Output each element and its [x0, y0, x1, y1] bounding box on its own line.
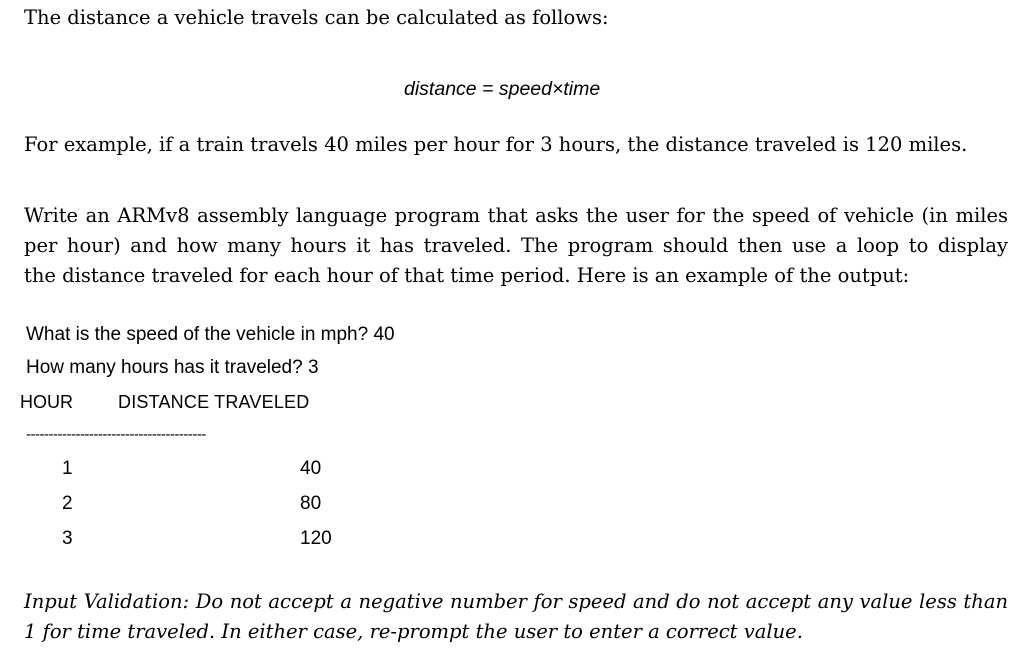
hour-value: 3 [62, 528, 73, 549]
hour-value: 2 [62, 493, 73, 514]
intro-text: The distance a vehicle travels can be calculated as follows: [24, 6, 609, 29]
hours-prompt: How many hours has it traveled? 3 [26, 357, 319, 378]
distance-column-header: DISTANCE TRAVELED [118, 392, 310, 412]
hour-value: 1 [62, 458, 73, 479]
speed-prompt: What is the speed of the vehicle in mph? 40 [26, 324, 395, 345]
distance-value: 120 [300, 528, 332, 549]
distance-value: 80 [300, 493, 322, 514]
input-validation-note [24, 587, 1008, 647]
separator-line: ---------------------------------------- [26, 426, 206, 443]
task-paragraph [24, 201, 1008, 291]
distance-value: 40 [300, 458, 322, 479]
task-line: the distance traveled for each hour of that time period. Here is an example of the output: [24, 264, 910, 287]
validation-line: 1 for time traveled. In either case, re-prompt the user to enter a correct value. [24, 620, 803, 643]
hour-column-header: HOUR [20, 392, 73, 412]
task-line: per hour) and how many hours it has traveled. The program should then use a loop to display [24, 234, 1008, 257]
distance-formula: distance = speed×time [404, 78, 601, 100]
example-text: For example, if a train travels 40 miles per hour for 3 hours, the distance traveled is 120 miles. [24, 133, 968, 156]
validation-line: Input Validation: Do not accept a negative number for speed and do not accept any value less than [24, 590, 1008, 613]
task-line: Write an ARMv8 assembly language program that asks the user for the speed of vehicle (in miles [24, 204, 1008, 227]
